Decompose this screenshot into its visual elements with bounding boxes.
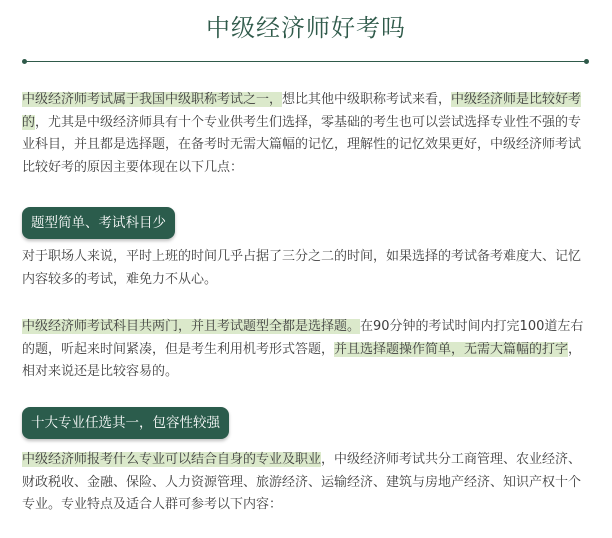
highlight-text: 中级经济师考试科目共两门，并且考试题型全都是选择题。 (22, 319, 361, 334)
body-text: 在90分钟的考试时间内打完100道左右的题，听起来时间紧凑，但是考生利用机考形式答题， (22, 319, 584, 357)
body-text: ，相对来说还是比较容易的。 (22, 341, 582, 379)
exam-format-paragraph (22, 316, 590, 384)
majors-paragraph (22, 449, 590, 517)
highlight-text: 并且选择题操作简单，无需大篇幅的打字 (334, 341, 569, 357)
highlight-text: 中级经济师是比较好考的 (22, 92, 582, 130)
highlight-text: 中级经济师考试属于我国中级职称考试之一， (22, 92, 283, 107)
section-heading-ten-majors: 十大专业任选其一，包容性较强 (22, 407, 229, 439)
highlight-text: 中级经济师报考什么专业可以结合自身的专业及职业 (22, 452, 322, 467)
body-text: 对于职场人来说，平时上班的时间几乎占据了三分之二的时间，如果选择的考试备考难度大、记忆内容较多的考试，难免力不从心。 (22, 249, 582, 287)
body-text: ，尤其是中级经济师具有十个专业供考生们选择，零基础的考生也可以尝试选择专业性不强的专业科目，并且都是选择题，在备考时无需大篇幅的记忆，理解性的记忆效果更好，中级经济师考试比较好考的原因主要体现在以下几点： (22, 114, 582, 175)
divider-dot-right (584, 59, 589, 64)
body-text: 想比其他中级职称考试来看， (282, 92, 452, 107)
workplace-paragraph (22, 246, 590, 291)
article-title: 中级经济师好考吗 (206, 14, 406, 42)
title-divider (24, 61, 587, 62)
intro-paragraph (22, 89, 590, 179)
body-text: ，中级经济师考试共分工商管理、农业经济、财政税收、金融、保险、人力资源管理、旅游经济、运输经济、建筑与房地产经济、知识产权十个专业。专业特点及适合人群可参考以下内容： (22, 452, 582, 512)
section-heading-simple-questions: 题型简单、考试科目少 (22, 207, 175, 239)
divider-dot-left (22, 59, 27, 64)
